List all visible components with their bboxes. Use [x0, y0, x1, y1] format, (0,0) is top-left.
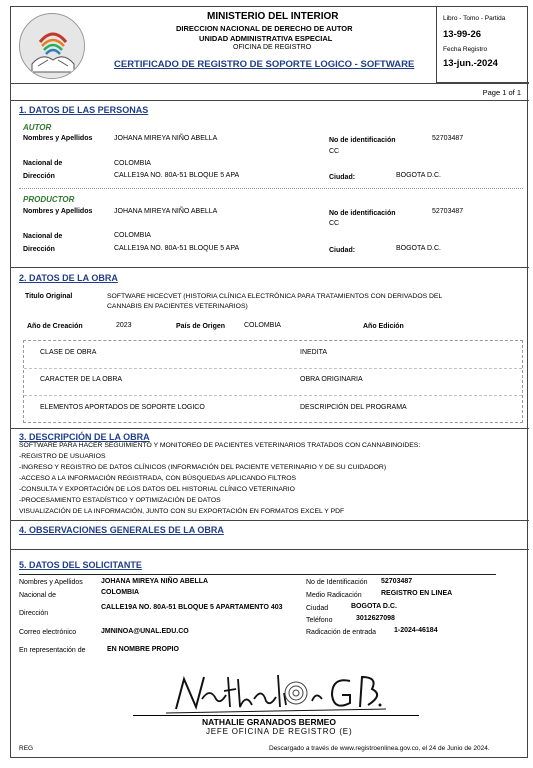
- productor-nationality-label: Nacional de: [23, 233, 63, 240]
- autor-city: BOGOTA D.C.: [396, 172, 441, 179]
- description-line: VISUALIZACIÓN DE LA INFORMACIÓN, JUNTO CON SU EXPORTACIÓN EN FORMATOS EXCEL Y PDF: [19, 508, 345, 515]
- work-class-value: INEDITA: [300, 349, 328, 356]
- applicant-name-label: Nombres y Apellidos: [19, 579, 83, 586]
- description-line: -CONSULTA Y EXPORTACIÓN DE LOS DATOS DEL HISTORIAL CLÍNICO VETERINARIO: [19, 486, 295, 493]
- original-title-label: Titulo Original: [25, 293, 73, 300]
- applicant-id-label: No de Identificación: [306, 579, 368, 586]
- section3-title: 3. DESCRIPCIÓN DE LA OBRA: [19, 432, 150, 442]
- unit-title: UNIDAD ADMINISTRATIVA ESPECIAL: [199, 34, 333, 43]
- autor-id-label: No de identificación: [329, 137, 396, 144]
- applicant-city-label: Ciudad: [306, 605, 329, 612]
- autor-id-type: CC: [329, 148, 340, 155]
- applicant-phone: 3012627098: [356, 615, 395, 622]
- original-title-line1: SOFTWARE HICECVET (HISTORIA CLÍNICA ELECTRÓNICA PARA TRATAMIENTOS CON DERIVADOS DEL: [107, 293, 443, 300]
- certificate-title: CERTIFICADO DE REGISTRO DE SOPORTE LOGICO - SOFTWARE: [114, 59, 415, 70]
- productor-city-label: Ciudad:: [329, 247, 356, 254]
- applicant-address: CALLE19A NO. 80A-51 BLOQUE 5 APARTAMENTO 403: [101, 604, 283, 611]
- autor-nationality-label: Nacional de: [23, 160, 63, 167]
- autor-name: JOHANA MIREYA NIÑO ABELLA: [114, 135, 218, 142]
- autor-city-label: Ciudad:: [329, 174, 356, 181]
- section4-title: 4. OBSERVACIONES GENERALES DE LA OBRA: [19, 525, 224, 535]
- productor-address-label: Dirección: [23, 246, 55, 253]
- work-character-label: CARACTER DE LA OBRA: [40, 376, 123, 383]
- productor-id-type: CC: [329, 220, 340, 227]
- section2-title: 2. DATOS DE LA OBRA: [19, 273, 118, 283]
- ministry-title: MINISTERIO DEL INTERIOR: [207, 11, 339, 22]
- applicant-phone-label: Teléfono: [306, 617, 333, 624]
- description-line: -PROCESAMIENTO ESTADÍSTICO Y OPTIMIZACIÓN DE DATOS: [19, 497, 221, 504]
- productor-id-label: No de identificación: [329, 210, 396, 217]
- work-data-box: [23, 340, 523, 423]
- applicant-id-value: 52703487: [381, 578, 413, 585]
- book-value: 13-99-26: [443, 29, 482, 40]
- description-line: -INGRESO Y REGISTRO DE DATOS CLÍNICOS (INFORMACIÓN DEL PACIENTE VETERINARIO Y DE SU CUIDADOR): [19, 464, 387, 471]
- entry-value: 1-2024-46184: [394, 627, 438, 634]
- applicant-address-label: Dirección: [19, 610, 49, 617]
- applicant-nationality-label: Nacional de: [19, 592, 56, 599]
- autor-role: AUTOR: [23, 123, 52, 132]
- autor-id-value: 52703487: [432, 135, 464, 142]
- productor-name: JOHANA MIREYA NIÑO ABELLA: [114, 208, 218, 215]
- productor-role: PRODUCTOR: [23, 195, 75, 204]
- applicant-representation-label: En representación de: [19, 647, 86, 654]
- signer-name: NATHALIE GRANADOS BERMEO: [202, 717, 336, 727]
- autor-address-label: Dirección: [23, 173, 55, 180]
- original-title-line2: CANNABIS EN PACIENTES VETERINARIOS): [107, 303, 248, 310]
- description-line: -REGISTRO DE USUARIOS: [19, 453, 106, 460]
- office-title: OFICINA DE REGISTRO: [233, 44, 312, 51]
- productor-id-value: 52703487: [432, 208, 464, 215]
- registration-box: [436, 7, 529, 83]
- book-label: Libro - Tomo - Partida: [443, 15, 506, 22]
- applicant-email-label: Correo electrónico: [19, 629, 77, 636]
- applicant-city: BOGOTA D.C.: [351, 603, 397, 610]
- section1-title: 1. DATOS DE LAS PERSONAS: [19, 105, 149, 115]
- radication-value: REGISTRO EN LINEA: [381, 590, 453, 597]
- work-elements-value: DESCRIPCIÓN DEL PROGRAMA: [300, 404, 407, 411]
- productor-nationality: COLOMBIA: [114, 232, 151, 239]
- productor-address: CALLE19A NO. 80A-51 BLOQUE 5 APA: [114, 245, 240, 252]
- productor-city: BOGOTA D.C.: [396, 245, 441, 252]
- footer-reg: REG: [19, 745, 34, 752]
- applicant-email: JMNINOA@UNAL.EDU.CO: [101, 628, 189, 635]
- date-value: 13-jun.-2024: [443, 58, 498, 69]
- description-line: -ACCESO A LA INFORMACIÓN REGISTRADA, CON BÚSQUEDAS APLICANDO FILTROS: [19, 475, 297, 482]
- work-character-value: OBRA ORIGINARIA: [300, 376, 363, 383]
- section5-title: 5. DATOS DEL SOLICITANTE: [19, 560, 142, 570]
- applicant-name: JOHANA MIREYA NIÑO ABELLA: [101, 578, 209, 585]
- ministry-logo-icon: [19, 13, 85, 79]
- country-value: COLOMBIA: [244, 322, 281, 329]
- date-label: Fecha Registro: [443, 46, 488, 53]
- applicant-representation: EN NOMBRE PROPIO: [107, 646, 179, 653]
- signature-image: [136, 669, 416, 717]
- year-label: Año de Creación: [27, 323, 83, 330]
- year-value: 2023: [116, 322, 132, 329]
- autor-address: CALLE19A NO. 80A-51 BLOQUE 5 APA: [114, 172, 240, 179]
- certificate-page: [10, 6, 528, 758]
- autor-name-label: Nombres y Apellidos: [23, 135, 93, 142]
- edition-label: Año Edición: [363, 323, 404, 330]
- work-elements-label: ELEMENTOS APORTADOS DE SOPORTE LOGICO: [40, 404, 205, 411]
- signer-role: JEFE OFICINA DE REGISTRO (E): [206, 727, 353, 736]
- radication-label: Medio Radicación: [306, 592, 362, 599]
- direction-title: DIRECCION NACIONAL DE DERECHO DE AUTOR: [176, 24, 353, 33]
- applicant-nationality: COLOMBIA: [101, 589, 140, 596]
- page-number: Page 1 of 1: [482, 88, 521, 97]
- country-label: País de Origen: [176, 323, 226, 330]
- autor-nationality: COLOMBIA: [114, 160, 151, 167]
- productor-name-label: Nombres y Apellidos: [23, 208, 93, 215]
- description-line: SOFTWARE PARA HACER SEGUIMIENTO Y MONITOREO DE PACIENTES VETERINARIOS TRATADOS CON CANNABINOIDES:: [19, 442, 421, 449]
- work-class-label: CLASE DE OBRA: [40, 349, 97, 356]
- footer-downloaded: Descargado a través de www.registroenlinea.gov.co, el 24 de Junio de 2024.: [269, 745, 490, 752]
- entry-label: Radicación de entrada: [306, 629, 377, 636]
